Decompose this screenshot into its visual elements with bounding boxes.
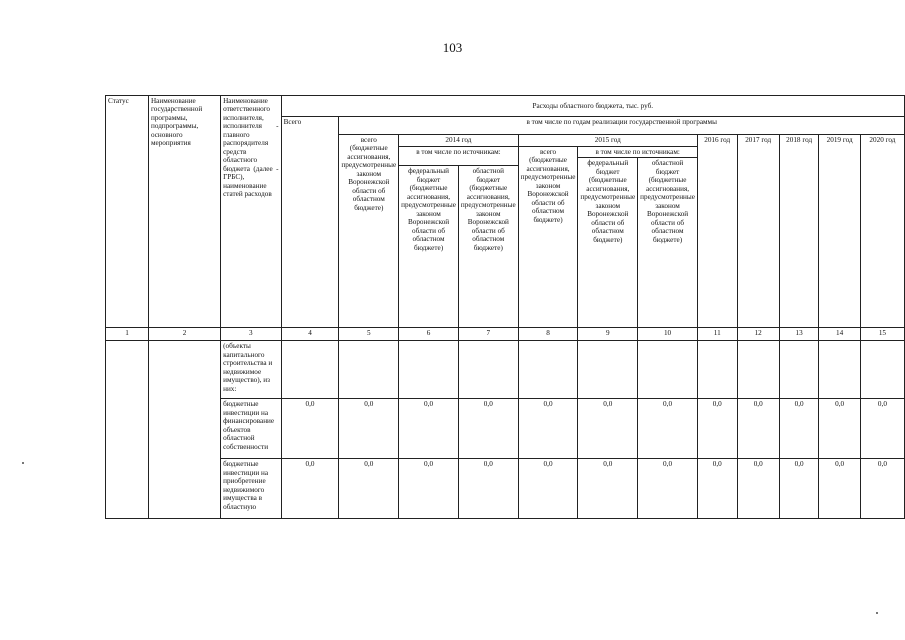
value-cell: 0,0	[819, 399, 860, 459]
value-cell	[458, 341, 518, 399]
header-year-2019: 2019 год	[819, 135, 860, 328]
header-regional-2014: областной бюджет (бюджетные ассигнования, предусмотренные законом Воронежской области об областном бюджете)	[458, 166, 518, 328]
program-name-cell	[148, 341, 220, 519]
value-cell	[697, 341, 737, 399]
column-number: 4	[281, 328, 339, 341]
column-number: 5	[339, 328, 399, 341]
header-year-2017: 2017 год	[737, 135, 779, 328]
value-cell: 0,0	[638, 459, 698, 519]
value-cell: 0,0	[860, 459, 904, 519]
column-number: 9	[578, 328, 638, 341]
column-number: 13	[779, 328, 819, 341]
budget-table	[105, 95, 905, 519]
header-total: Всего	[281, 117, 339, 328]
value-cell: 0,0	[399, 459, 459, 519]
header-year-2018: 2018 год	[779, 135, 819, 328]
value-cell: 0,0	[518, 459, 578, 519]
header-total-2015: всего (бюджетные ассигнования, предусмотренные законом Воронежской области об областном бюджете)	[518, 147, 578, 328]
header-program-name: Наименование государственной программы, подпрограммы, основного мероприятия	[148, 96, 220, 328]
value-cell: 0,0	[281, 459, 339, 519]
column-number: 12	[737, 328, 779, 341]
row-name: (объекты капитального строительства и недвижимое имущество), из них:	[221, 341, 281, 399]
value-cell	[779, 341, 819, 399]
value-cell: 0,0	[399, 399, 459, 459]
column-number-row	[106, 328, 905, 341]
header-status: Статус	[106, 96, 149, 328]
value-cell: 0,0	[737, 399, 779, 459]
value-cell: 0,0	[697, 399, 737, 459]
header-year-2016: 2016 год	[697, 135, 737, 328]
value-cell	[281, 341, 339, 399]
value-cell	[819, 341, 860, 399]
status-cell	[106, 341, 149, 519]
header-executor-name: Наименование ответственного исполнителя, исполнителя - главного распорядителя средств областного бюджета (далее - ГРБС), наименование статей расходов	[221, 96, 281, 328]
value-cell: 0,0	[578, 459, 638, 519]
value-cell: 0,0	[458, 399, 518, 459]
value-cell: 0,0	[281, 399, 339, 459]
value-cell: 0,0	[860, 399, 904, 459]
scan-artifact	[22, 462, 24, 464]
header-year-2020: 2020 год	[860, 135, 904, 328]
value-cell	[518, 341, 578, 399]
header-by-sources-2014: в том числе по источникам:	[399, 147, 519, 166]
column-number: 15	[860, 328, 904, 341]
column-number: 8	[518, 328, 578, 341]
header-year-2015: 2015 год	[518, 135, 697, 147]
column-number: 6	[399, 328, 459, 341]
value-cell: 0,0	[779, 399, 819, 459]
value-cell: 0,0	[737, 459, 779, 519]
header-year-2014: 2014 год	[399, 135, 519, 147]
column-number: 11	[697, 328, 737, 341]
column-number: 10	[638, 328, 698, 341]
table-row	[106, 399, 905, 459]
row-name: бюджетные инвестиции на приобретение недвижимого имущества в областную	[221, 459, 281, 519]
header-expenses: Расходы областного бюджета, тыс. руб.	[281, 96, 904, 117]
row-name: бюджетные инвестиции на финансирование объектов областной собственности	[221, 399, 281, 459]
value-cell: 0,0	[518, 399, 578, 459]
header-by-sources-2015: в том числе по источникам:	[578, 147, 698, 158]
column-number: 3	[221, 328, 281, 341]
value-cell	[399, 341, 459, 399]
table-row	[106, 459, 905, 519]
value-cell: 0,0	[638, 399, 698, 459]
value-cell: 0,0	[578, 399, 638, 459]
value-cell: 0,0	[697, 459, 737, 519]
column-number: 2	[148, 328, 220, 341]
value-cell	[339, 341, 399, 399]
header-by-years: в том числе по годам реализации государственной программы	[339, 117, 905, 135]
header-federal-2014: федеральный бюджет (бюджетные ассигнования, предусмотренные законом Воронежской области об областном бюджете)	[399, 166, 459, 328]
value-cell: 0,0	[458, 459, 518, 519]
value-cell: 0,0	[819, 459, 860, 519]
value-cell	[638, 341, 698, 399]
value-cell	[578, 341, 638, 399]
scan-artifact	[876, 612, 878, 614]
column-number: 14	[819, 328, 860, 341]
value-cell	[737, 341, 779, 399]
header-total-2014: всего (бюджетные ассигнования, предусмотренные законом Воронежской области об областном бюджете)	[339, 135, 399, 328]
value-cell	[860, 341, 904, 399]
value-cell: 0,0	[339, 399, 399, 459]
header-federal-2015: федеральный бюджет (бюджетные ассигнования, предусмотренные законом Воронежской области об областном бюджете)	[578, 158, 638, 328]
value-cell: 0,0	[339, 459, 399, 519]
table-row	[106, 341, 905, 399]
page-number: 103	[442, 40, 463, 55]
header-regional-2015: областной бюджет (бюджетные ассигнования, предусмотренные законом Воронежской области об областном бюджете)	[638, 158, 698, 328]
value-cell: 0,0	[779, 459, 819, 519]
column-number: 1	[106, 328, 149, 341]
column-number: 7	[458, 328, 518, 341]
